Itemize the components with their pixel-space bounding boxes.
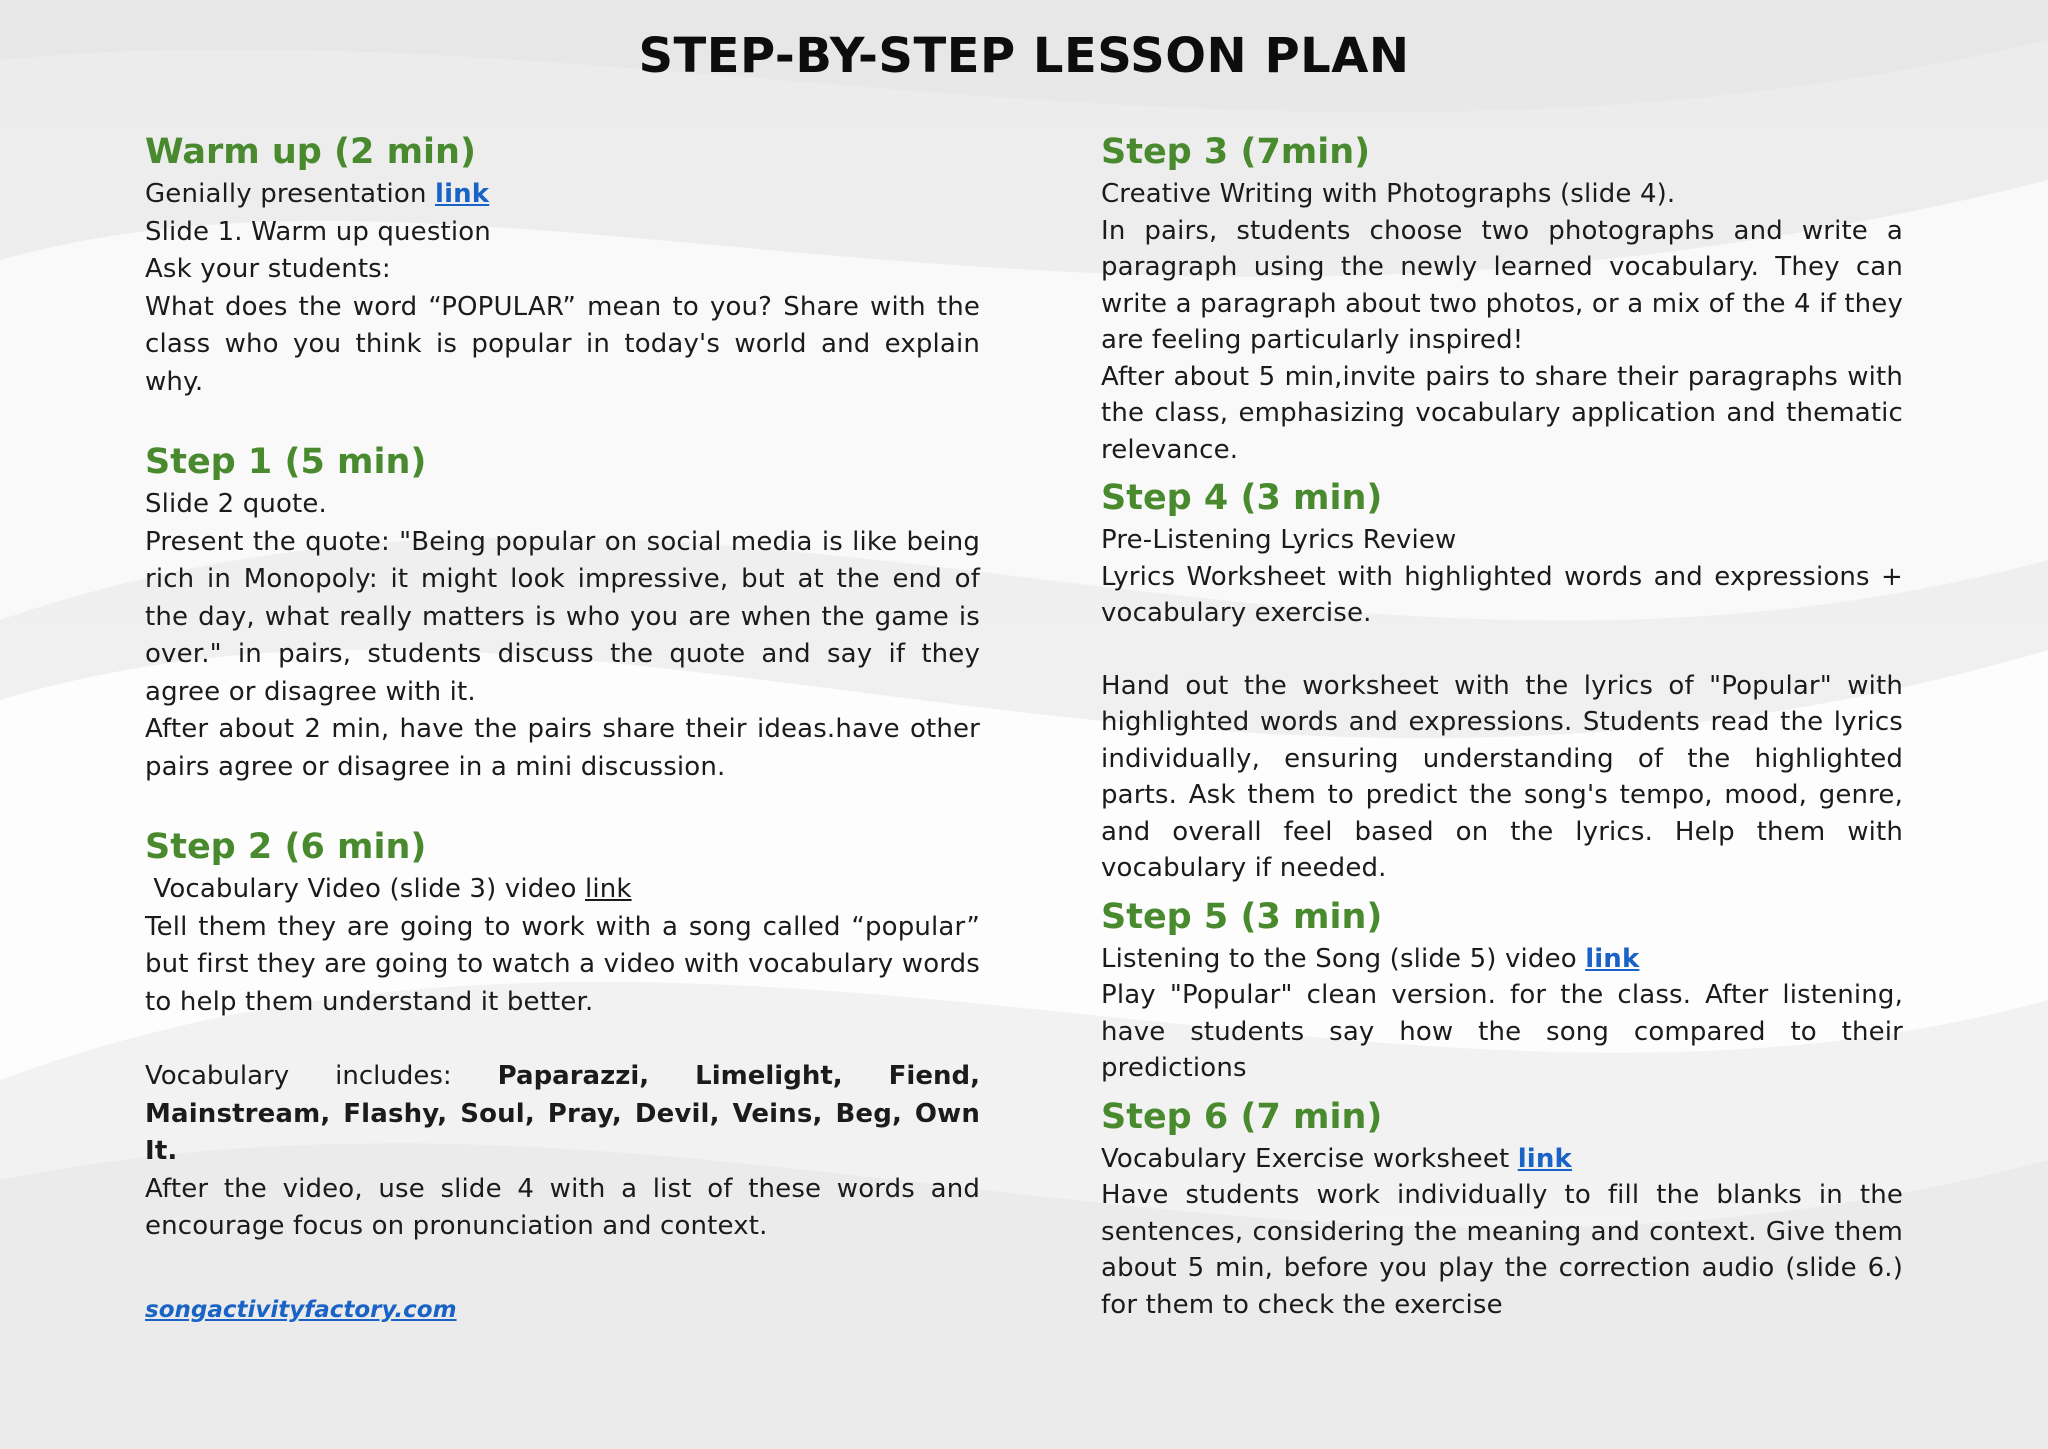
- step-3-line-3: After about 5 min,invite pairs to share their paragraphs with the class, emphasizing vocabulary application and thematic relevance.: [1101, 361, 1903, 465]
- step-1-line-3: After about 2 min, have the pairs share their ideas.have other pairs agree or disagree in a mini discussion.: [145, 714, 980, 782]
- step-3-line-1: Creative Writing with Photographs (slide 4).: [1101, 179, 1676, 209]
- warmup-line-2: Slide 1. Warm up question: [145, 216, 491, 247]
- website-link[interactable]: songactivityfactory.com: [145, 1297, 457, 1323]
- step-6-heading: Step 6 (7 min): [1101, 1096, 1383, 1137]
- genially-link[interactable]: link: [435, 179, 490, 209]
- page-title: STEP-BY-STEP LESSON PLAN: [638, 28, 1410, 84]
- step-6-line-1-text: Vocabulary Exercise worksheet: [1101, 1143, 1518, 1174]
- section-warmup: [145, 128, 980, 401]
- section-step-4: [1101, 474, 1903, 887]
- vocab-words-line-2: [145, 1096, 980, 1171]
- section-step-6: [1101, 1093, 1903, 1324]
- step-2-line-1: [145, 871, 980, 909]
- vocab-word-3: Fiend,: [888, 1061, 980, 1091]
- step-1-line-2: Present the quote: "Being popular on social media is like being rich in Monopoly: it might look impressive, but at the end of the day, what really matters is who you are when the game is over." in pairs, students discuss the quote and say if they agree or disagree with it.: [145, 526, 980, 707]
- section-step-3: [1101, 128, 1903, 468]
- step-2-line-2: Tell them they are going to work with a song called “popular” but first they are going to watch a video with vocabulary words to help them understand it better.: [145, 911, 980, 1017]
- warmup-line-3: Ask your students:: [145, 254, 391, 284]
- vocab-word-2: Limelight,: [695, 1061, 843, 1091]
- step-3-heading: Step 3 (7min): [1101, 132, 1371, 172]
- vocab-words-bold: Mainstream, Flashy, Soul, Pray, Devil, Veins, Beg, Own It.: [145, 1098, 980, 1166]
- vocabulary-video-link[interactable]: link: [585, 874, 632, 904]
- warmup-line-1: [145, 176, 980, 214]
- vocab-word-1: Paparazzi,: [497, 1061, 650, 1091]
- warmup-heading: Warm up (2 min): [145, 132, 476, 172]
- step-2-line-1-text: Vocabulary Video (slide 3) video: [145, 874, 585, 904]
- step-4-line-2: Lyrics Worksheet with highlighted words and expressions + vocabulary exercise.: [1101, 561, 1903, 628]
- step-1-heading: Step 1 (5 min): [145, 442, 427, 482]
- step-1-line-1: Slide 2 quote.: [145, 489, 327, 519]
- section-step-2: [145, 823, 980, 1246]
- step-5-heading: Step 5 (3 min): [1101, 896, 1383, 937]
- step-2-line-4: After the video, use slide 4 with a list of these words and encourage focus on pronunciation and context.: [145, 1173, 980, 1241]
- song-video-link[interactable]: link: [1585, 943, 1640, 974]
- right-column: [1101, 128, 1903, 1323]
- section-step-1: [145, 438, 980, 786]
- vocab-label: Vocabulary: [145, 1061, 290, 1091]
- vocab-includes: includes:: [335, 1061, 452, 1091]
- step-5-line-1-text: Listening to the Song (slide 5) video: [1101, 943, 1586, 974]
- step-4-line-1: Pre-Listening Lyrics Review: [1101, 525, 1457, 555]
- vocabulary-row: [145, 1058, 980, 1096]
- step-5-line-2: Play "Popular" clean version. for the class. After listening, have students say how the song compared to their predictions: [1101, 980, 1903, 1083]
- step-4-heading: Step 4 (3 min): [1101, 478, 1383, 518]
- step-6-line-2: Have students work individually to fill the blanks in the sentences, considering the meaning and context. Give them about 5 min, before you play the correction audio (slide 6.) for them to check the exercise: [1101, 1180, 1903, 1320]
- section-step-5: [1101, 893, 1903, 1087]
- step-2-heading: Step 2 (6 min): [145, 827, 427, 867]
- step-3-line-2: In pairs, students choose two photographs and write a paragraph using the newly learned vocabulary. They can write a paragraph about two photos, or a mix of the 4 if they are feeling particularly inspired!: [1101, 215, 1903, 355]
- warmup-line-1-text: Genially presentation: [145, 179, 436, 209]
- warmup-line-4: What does the word “POPULAR” mean to you? Share with the class who you think is popular in today's world and explain why.: [145, 291, 980, 397]
- step-5-line-1: [1101, 941, 1903, 978]
- worksheet-link[interactable]: link: [1517, 1143, 1572, 1174]
- step-6-line-1: [1101, 1141, 1903, 1178]
- left-column: [145, 128, 980, 1246]
- step-4-line-3: Hand out the worksheet with the lyrics of "Popular" with highlighted words and expressions. Students read the lyrics individually, ensuring understanding of the highlighted parts. Ask them to predict the song's tempo, mood, genre, and overall feel based on the lyrics. Help them with vocabulary if needed.: [1101, 670, 1903, 883]
